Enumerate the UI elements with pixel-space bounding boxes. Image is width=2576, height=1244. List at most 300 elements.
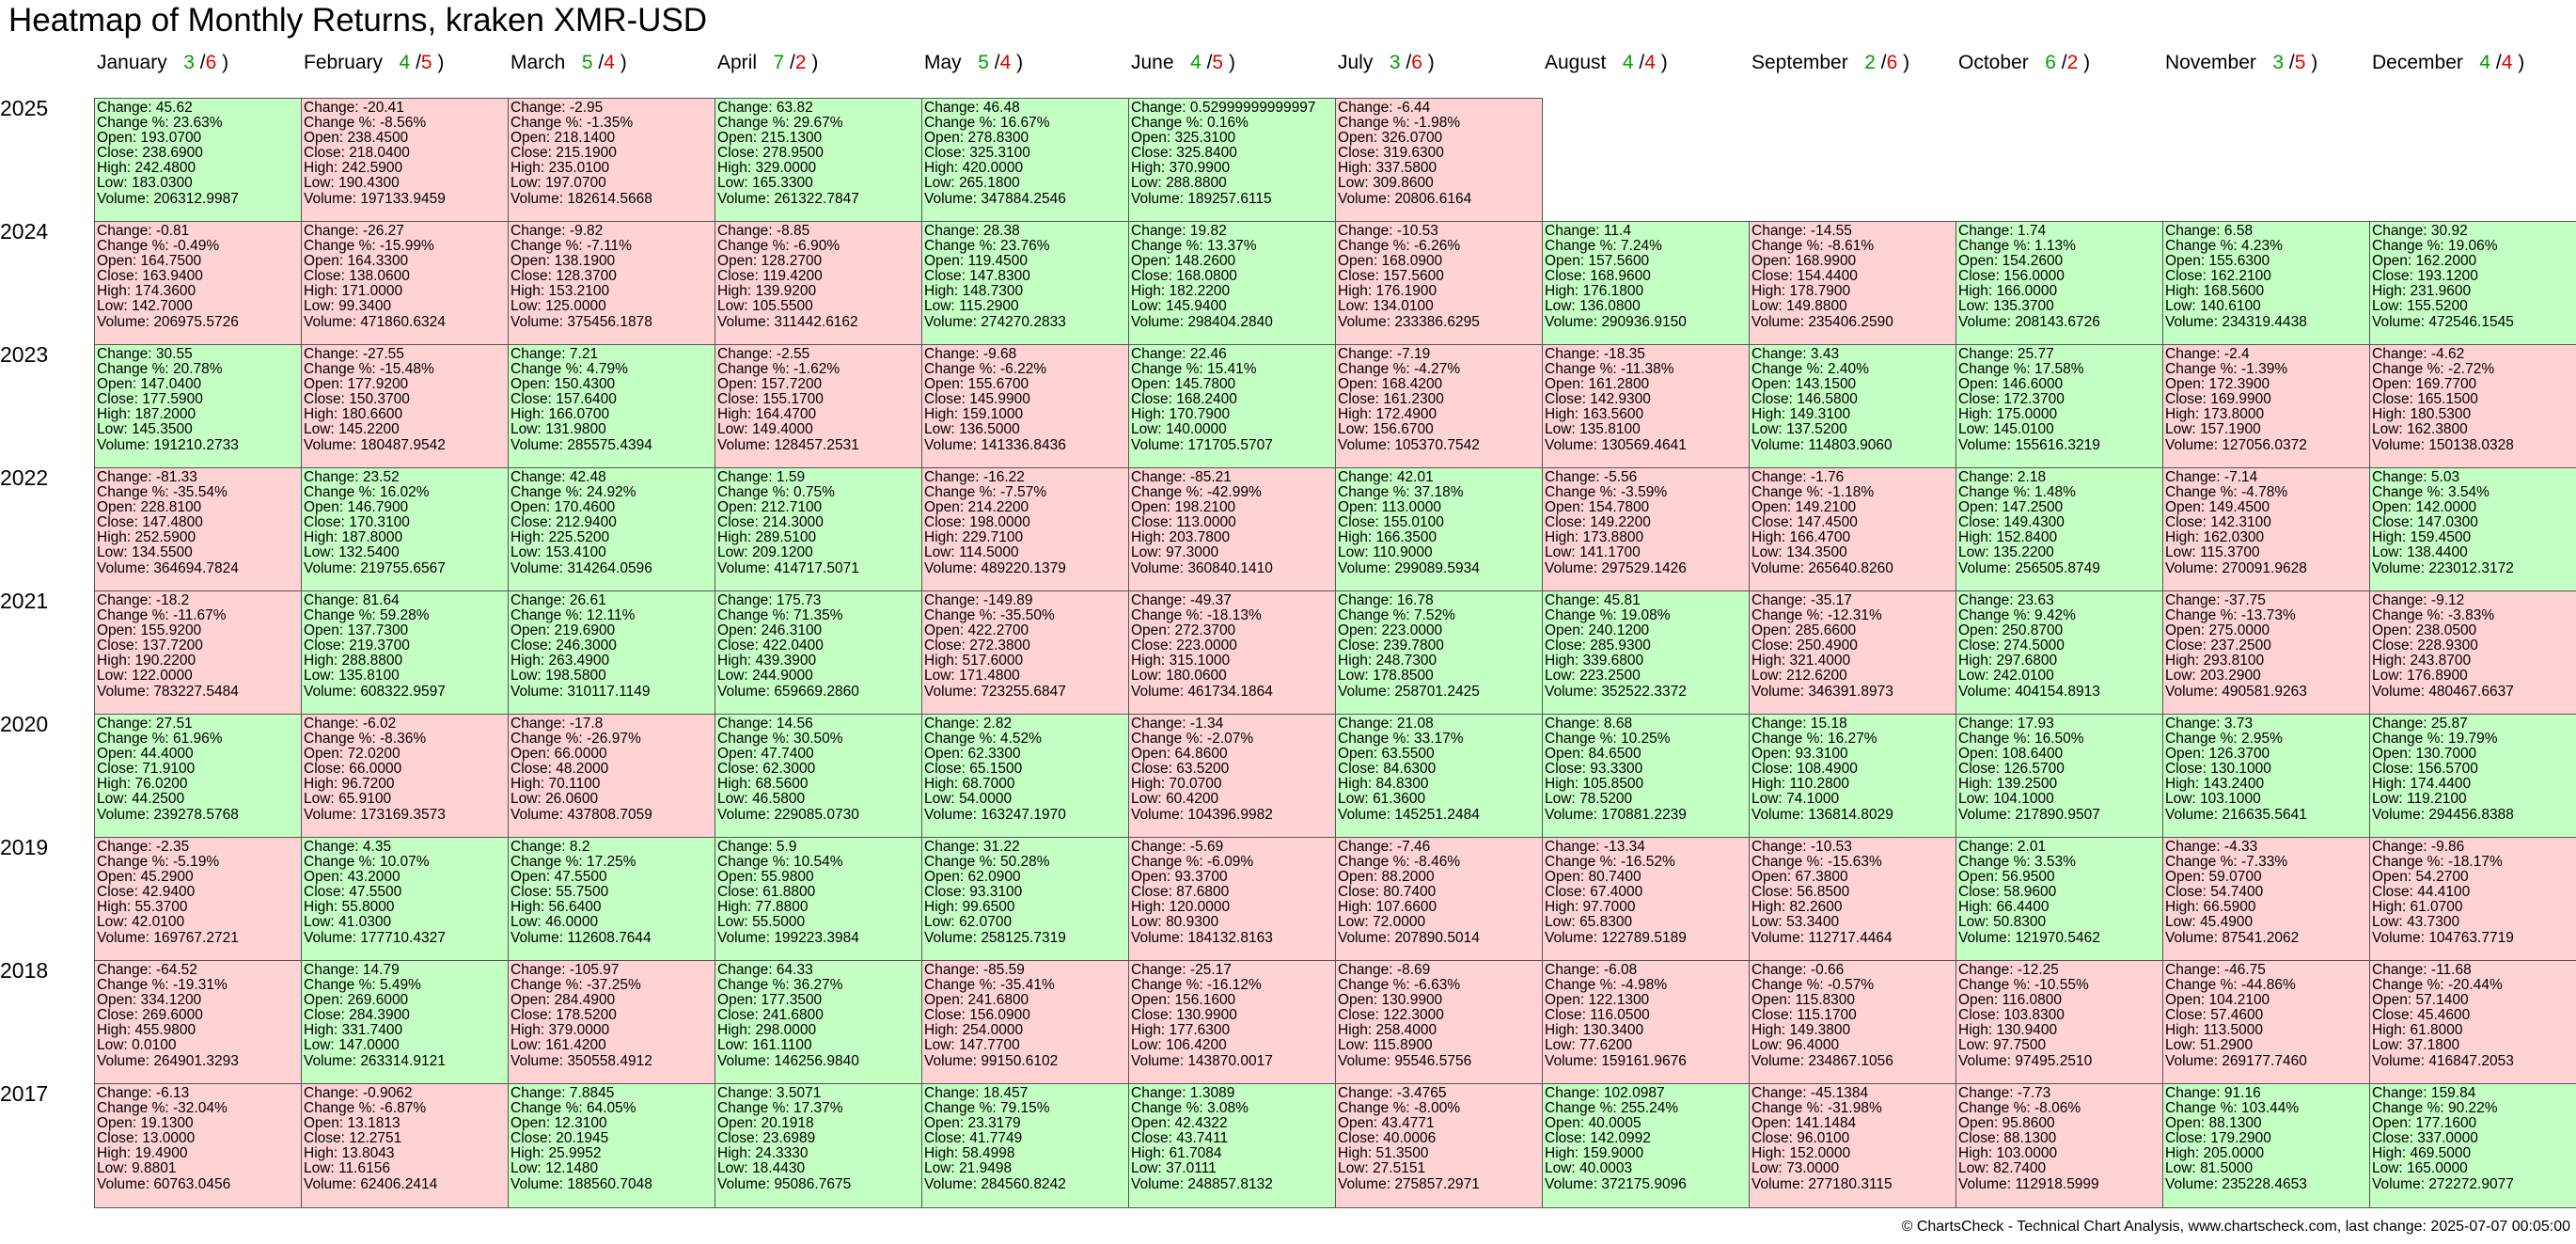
cell-low: 203.2900 [2200,668,2261,685]
cell-close-line [2165,269,2369,284]
cell-open-line [1338,993,1542,1008]
cell-high-label: High: [1131,899,1170,916]
month-name: February [304,52,384,73]
cell-change-pct: 10.25% [1621,731,1671,748]
cell-volume-line [1545,1177,1749,1192]
cell-volume: 155616.3219 [2015,436,2100,453]
heatmap-cell [1749,221,1956,346]
cell-change-pct: 19.79% [2448,731,2498,748]
month-losses: 5 [2294,52,2306,73]
cell-change-label: Change: [97,100,156,116]
cell-close: 169.9900 [2210,391,2271,408]
cell-change-label: Change: [97,592,156,608]
cell-change-pct: -7.33% [2241,854,2288,871]
cell-volume: 263314.9121 [360,1052,446,1069]
cell-low-line [304,545,508,560]
cell-open-label: Open: [1338,622,1382,639]
cell-change-pct-label: Change %: [2372,484,2448,501]
cell-change-line [510,593,715,608]
cell-change: 5.03 [2430,469,2460,485]
cell-close-label: Close: [924,1007,970,1024]
cell-high-label: High: [1338,1145,1376,1162]
cell-open: 240.1200 [1588,622,1650,639]
cell-close: 62.3000 [762,761,816,778]
cell-volume: 274270.2833 [981,313,1066,330]
cell-high-label: High: [924,1145,963,1162]
cell-volume-label: Volume: [510,190,568,207]
cell-change-pct-label: Change %: [717,977,793,994]
cell-change-pct: -11.38% [1621,361,1674,378]
cell-volume-line [1131,685,1335,700]
cell-change-pct-label: Change %: [2165,1100,2241,1117]
cell-change-pct-label: Change %: [1338,977,1414,994]
cell-change-label: Change: [1751,716,1811,732]
cell-open-line [304,500,508,515]
cell-volume-label: Volume: [1545,313,1602,330]
month-name: May [924,52,962,73]
cell-high: 173.8000 [2203,406,2265,423]
cell-open: 169.7700 [2415,376,2477,393]
cell-open-line [924,993,1128,1008]
cell-low: 135.3700 [1993,298,2054,315]
cell-open-line [304,870,508,885]
cell-change: 28.38 [982,223,1020,239]
cell-low-line [510,299,715,314]
cell-high-label: High: [924,899,963,916]
cell-close: 48.2000 [556,761,609,778]
cell-low-line [2165,792,2369,807]
cell-volume-label: Volume: [1338,1052,1395,1069]
cell-change-label: Change: [2165,469,2224,485]
cell-high: 190.2200 [134,653,196,669]
cell-high-line [97,653,301,669]
cell-high: 176.1900 [1375,283,1437,300]
cell-close: 212.9400 [556,514,617,531]
cell-close-line [1338,885,1542,900]
cell-change-pct-line [1338,732,1542,747]
cell-change-pct-line [2165,978,2369,993]
cell-volume: 197133.9459 [360,190,446,207]
cell-high: 339.6800 [1582,653,1644,669]
cell-volume-label: Volume: [1545,683,1602,700]
cell-change-label: Change: [1131,346,1190,362]
cell-low-label: Low: [717,298,753,315]
cell-change-pct-label: Change %: [1958,854,2034,871]
cell-change-pct-line [97,116,301,131]
month-wins: 4 [1622,52,1634,73]
cell-change: 1.59 [776,469,806,485]
cell-change-line [1131,963,1335,978]
cell-open-label: Open: [510,130,555,147]
cell-high-label: High: [510,776,549,793]
cell-change-pct-label: Change %: [1751,1100,1828,1117]
cell-volume: 298404.2840 [1187,313,1273,330]
cell-high-label: High: [2372,899,2411,916]
cell-change-label: Change: [924,592,983,608]
cell-change-pct: -35.41% [1000,977,1055,994]
cell-change-label: Change: [1545,839,1604,855]
cell-open: 40.0005 [1588,1115,1641,1132]
cell-change-pct-line [1751,608,1956,623]
cell-high-label: High: [510,899,549,916]
cell-change-pct-label: Change %: [2165,731,2241,748]
heatmap-cell [508,1083,715,1208]
cell-high-line [924,900,1128,915]
heatmap-cell [1749,837,1956,962]
cell-change-pct-label: Change %: [1131,1100,1207,1117]
cell-open: 72.0200 [347,746,401,763]
cell-change: -20.41 [362,100,404,116]
cell-volume-line [717,685,921,700]
month-wins: 7 [773,52,785,73]
cell-high: 180.6600 [341,406,403,423]
month-name: January [97,52,167,73]
cell-change-pct-label: Change %: [2165,238,2241,255]
cell-open-line [717,747,921,762]
cell-change: -17.8 [569,716,604,732]
heatmap-cell [94,467,302,592]
cell-volume-line [717,808,921,823]
cell-volume: 128457.2531 [774,436,859,453]
cell-high-line [1751,900,1956,915]
cell-volume-line [1751,438,1956,453]
cell-close-label: Close: [510,1130,557,1147]
cell-change-pct-label: Change %: [1131,731,1207,748]
cell-low: 155.5200 [2407,298,2468,315]
cell-close: 272.3800 [969,638,1030,654]
heatmap-cell [1956,837,2163,962]
heatmap-cell [508,837,715,962]
cell-low: 198.5800 [545,668,606,685]
cell-high-line [1545,777,1749,792]
cell-open-line [717,870,921,885]
cell-change-pct-line [1338,855,1542,870]
cell-open-line [1751,623,1956,638]
cell-low-line [510,915,715,930]
cell-volume: 346391.8973 [1808,683,1893,700]
month-header: February 4 /5 ) [304,52,445,73]
cell-open-line [717,500,921,515]
cell-high-label: High: [924,406,963,423]
month-losses: 6 [1411,52,1422,73]
cell-close-line [97,1131,301,1146]
cell-change-pct-line [97,978,301,993]
cell-change: 2.01 [2017,839,2047,855]
cell-volume-label: Volume: [717,683,775,700]
cell-change-label: Change: [717,100,777,116]
cell-change-line [1131,593,1335,608]
cell-volume-line [1338,685,1542,700]
cell-change-pct-label: Change %: [97,731,173,748]
cell-low-label: Low: [510,1160,546,1177]
month-header: April 7 /2 ) [717,52,819,73]
cell-volume-line [2165,438,2369,453]
cell-change-line [2165,1086,2369,1101]
cell-volume-line [717,438,921,453]
cell-close: 149.2200 [1590,514,1651,531]
cell-change-pct-label: Change %: [1338,1100,1414,1117]
cell-high: 205.0000 [2203,1145,2265,1162]
cell-close-label: Close: [924,514,970,531]
cell-low: 80.9300 [1166,914,1219,931]
cell-change-pct-line [924,485,1128,500]
cell-close: 54.7400 [2210,884,2264,901]
cell-change-pct: 16.67% [1000,115,1050,132]
cell-close-label: Close: [2165,1130,2211,1147]
cell-volume-line [1545,315,1749,330]
cell-volume-label: Volume: [2165,1052,2223,1069]
cell-open-label: Open: [510,376,555,393]
cell-change: -9.68 [982,346,1017,362]
cell-high-line [924,777,1128,792]
cell-change-pct-label: Change %: [924,977,1000,994]
cell-close: 146.5800 [1797,391,1858,408]
cell-open-label: Open: [924,253,968,270]
cell-change-pct: 17.58% [2034,361,2084,378]
cell-change-line [97,716,301,732]
cell-high-line [1131,777,1335,792]
cell-open-label: Open: [510,499,555,516]
cell-close-label: Close: [2165,1007,2211,1024]
cell-volume: 299089.5934 [1394,559,1480,576]
cell-change: -6.13 [155,1085,190,1101]
cell-close-line [97,269,301,284]
cell-high-label: High: [924,653,963,669]
cell-high-label: High: [1958,1145,1997,1162]
cell-close-label: Close: [1545,1130,1591,1147]
cell-high-label: High: [1751,899,1790,916]
cell-close-line [924,638,1128,653]
cell-volume-line [717,1177,921,1192]
cell-change-pct-line [1958,732,2162,747]
cell-open-label: Open: [1751,253,1796,270]
cell-close-label: Close: [2372,1007,2418,1024]
cell-high-line [1545,900,1749,915]
cell-low-label: Low: [924,1037,960,1054]
cell-change: -9.86 [2430,839,2465,855]
heatmap-cell [1542,1083,1750,1208]
cell-low-line [510,545,715,560]
cell-close: 113.0000 [1176,514,1236,531]
cell-open-label: Open: [1545,869,1589,886]
cell-open: 64.8600 [1174,746,1228,763]
cell-volume-line [1338,1177,1542,1192]
cell-high: 469.5000 [2410,1145,2472,1162]
cell-volume-line [1751,561,1956,576]
cell-low: 104.1000 [1993,791,2054,808]
cell-volume: 297529.1426 [1601,559,1687,576]
cell-high-label: High: [1545,406,1583,423]
cell-high-line [2372,1023,2576,1038]
cell-open-line [304,993,508,1008]
cell-volume-line [1545,1054,1749,1069]
cell-high-line [304,653,508,669]
cell-low-label: Low: [510,298,546,315]
cell-low-line [1751,299,1956,314]
cell-change-pct: 7.24% [1621,238,1662,255]
cell-change: 23.52 [362,469,400,485]
cell-high-line [717,653,921,669]
cell-volume-line [97,192,301,207]
cell-change-pct: -8.56% [380,115,427,132]
cell-close: 193.1200 [2417,268,2478,285]
cell-change-pct: -6.26% [1414,238,1461,255]
cell-change-pct-label: Change %: [924,361,1000,378]
cell-change-pct-line [1545,608,1749,623]
cell-change: -25.17 [1189,962,1232,978]
cell-change-line [510,1086,715,1101]
cell-low: 43.7300 [2407,914,2460,931]
heatmap-cell [94,591,302,716]
cell-change-pct-line [1338,239,1542,254]
cell-close: 155.1700 [762,391,824,408]
cell-volume-line [1131,438,1335,453]
cell-close-label: Close: [304,1130,350,1147]
cell-open-line [510,131,715,146]
cell-change-pct: 61.96% [173,731,223,748]
cell-low-line [924,545,1128,560]
cell-volume: 208143.6726 [2015,313,2100,330]
cell-volume-line [2372,438,2576,453]
cell-open-label: Open: [2165,499,2209,516]
cell-low: 147.7700 [959,1037,1020,1054]
cell-close-line [2372,269,2576,284]
cell-high-line [304,284,508,299]
cell-open-line [304,623,508,638]
cell-low: 115.3700 [2200,544,2260,561]
cell-volume: 188560.7048 [567,1175,652,1192]
cell-open-line [1338,1116,1542,1131]
heatmap-cell [301,344,509,469]
cell-volume-label: Volume: [1958,683,2016,700]
cell-open-label: Open: [1131,376,1175,393]
cell-open-label: Open: [2165,376,2209,393]
heatmap-cell [2162,591,2370,716]
cell-high-line [2165,653,2369,669]
cell-close: 87.6800 [1176,884,1230,901]
cell-high-label: High: [924,529,963,546]
cell-low-label: Low: [1131,791,1167,808]
cell-change-pct-label: Change %: [1545,731,1621,748]
cell-open: 119.4500 [967,253,1029,270]
cell-volume-line [1131,1177,1335,1192]
cell-low-line [1338,1038,1542,1053]
cell-open-label: Open: [510,869,555,886]
cell-volume-label: Volume: [510,436,568,453]
cell-open-label: Open: [2372,253,2416,270]
cell-close: 42.9400 [142,884,196,901]
cell-open: 223.0000 [1381,622,1443,639]
heatmap-cell [1128,221,1336,346]
cell-high-line [1545,653,1749,669]
cell-high-line [1338,653,1542,669]
cell-close-label: Close: [97,884,143,901]
cell-volume-line [2372,931,2576,946]
cell-open-line [924,870,1128,885]
cell-volume-line [2372,561,2576,576]
cell-close: 44.4100 [2417,884,2471,901]
cell-high: 84.8300 [1375,776,1429,793]
cell-volume-label: Volume: [1545,1052,1602,1069]
cell-change-line [2372,840,2576,855]
cell-low-line [717,422,921,437]
page-title: Heatmap of Monthly Returns, kraken XMR-USD [8,2,708,39]
cell-close-label: Close: [2165,268,2211,285]
cell-change-pct-label: Change %: [304,115,380,132]
cell-open-line [510,870,715,885]
cell-change-label: Change: [1131,469,1190,485]
cell-change-pct-line [1338,116,1542,131]
cell-change-pct: -20.44% [2448,977,2503,994]
cell-close-label: Close: [1545,514,1591,531]
month-header: June 4 /5 ) [1131,52,1235,73]
cell-low-label: Low: [304,298,339,315]
cell-low: 99.3400 [338,298,392,315]
cell-change-line [1131,347,1335,362]
cell-change-pct: -37.25% [587,977,641,994]
cell-open-label: Open: [924,376,968,393]
cell-volume-line [510,192,715,207]
cell-low-line [1545,1161,1749,1176]
cell-low-label: Low: [1958,668,1994,685]
cell-change: -1.76 [1810,469,1845,485]
cell-open-label: Open: [924,130,968,147]
cell-volume-line [510,438,715,453]
cell-volume-label: Volume: [304,436,361,453]
heatmap-cell [921,467,1129,592]
cell-volume-line [1751,931,1956,946]
cell-change-pct-label: Change %: [1545,238,1621,255]
cell-low: 135.8100 [1579,421,1641,438]
cell-close-label: Close: [924,761,970,778]
cell-low-label: Low: [1958,421,1994,438]
cell-open: 157.7200 [761,376,823,393]
cell-change-pct-line [924,1101,1128,1116]
cell-change-pct-label: Change %: [717,484,793,501]
cell-open: 122.1300 [1588,992,1650,1009]
cell-open-line [1545,623,1749,638]
cell-volume: 199223.3984 [774,929,859,946]
cell-volume-label: Volume: [1131,190,1188,207]
cell-close-line [1545,762,1749,777]
cell-volume-label: Volume: [1751,313,1809,330]
cell-change-line [1958,593,2162,608]
cell-open: 57.1400 [2415,992,2469,1009]
cell-high: 229.7100 [962,529,1024,546]
cell-low-line [510,422,715,437]
cell-change-line [510,224,715,239]
cell-high-line [1751,1146,1956,1161]
cell-open-line [1131,500,1335,515]
cell-change-pct: 19.08% [1621,607,1671,624]
heatmap-cell [2162,344,2370,469]
cell-change-label: Change: [510,346,570,362]
cell-low: 145.3500 [132,421,193,438]
cell-close-line [1545,1131,1749,1146]
cell-close-label: Close: [1751,638,1798,654]
cell-open-label: Open: [717,992,762,1009]
cell-volume-label: Volume: [2165,929,2223,946]
cell-open-label: Open: [1131,746,1175,763]
cell-volume-line [2165,315,2369,330]
cell-open: 108.6400 [2002,746,2064,763]
cell-high-label: High: [2165,283,2204,300]
cell-open-line [2165,993,2369,1008]
cell-change-line [2372,716,2576,732]
cell-high-label: High: [1958,283,1997,300]
cell-volume: 416847.2053 [2428,1052,2514,1069]
cell-volume: 112608.7644 [567,929,652,946]
